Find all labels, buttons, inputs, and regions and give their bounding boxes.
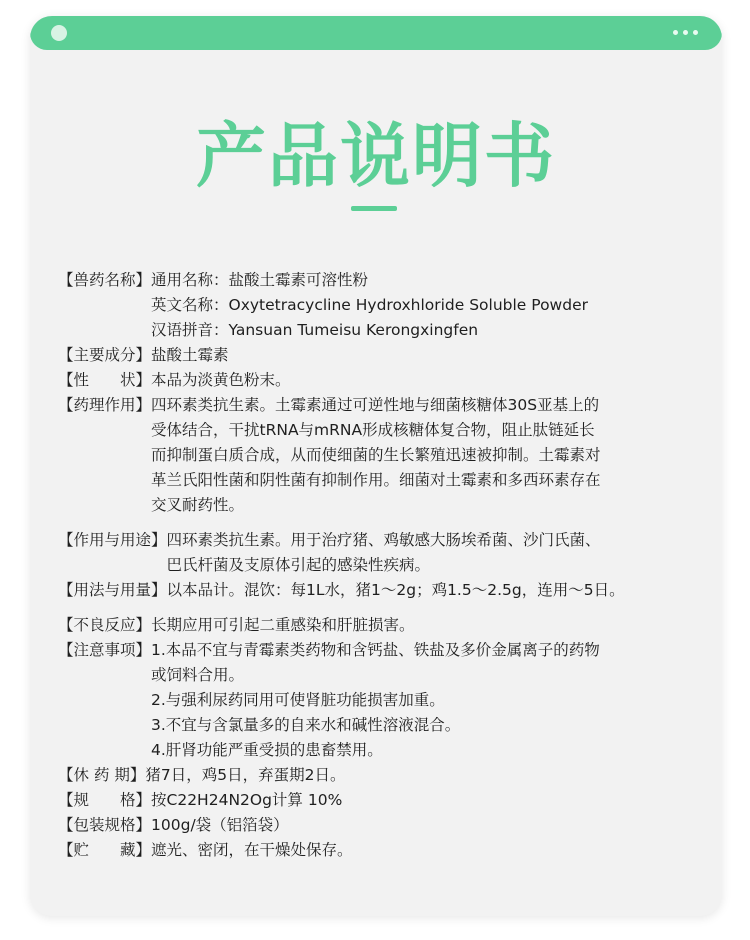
row-pharmacology	[58, 393, 718, 518]
row-main-ingredient	[58, 343, 718, 368]
row-key: 【规 格】	[58, 791, 152, 809]
row-key: 【药理作用】	[58, 396, 152, 414]
window-top-bar	[30, 16, 722, 50]
row-line: 汉语拼音：Yansuan Tumeisu Kerongxingfen	[151, 321, 479, 339]
row-line: 四环素类抗生素。土霉素通过可逆性地与细菌核糖体30S亚基上的	[151, 396, 600, 414]
row-key: 【贮 藏】	[58, 841, 152, 859]
row-indications	[58, 528, 718, 578]
row-key: 【作用与用途】	[58, 531, 167, 549]
row-line: 英文名称：Oxytetracycline Hydroxhloride Soluble Powder	[151, 296, 588, 314]
row-line: 猪7日，鸡5日，弃蛋期2日。	[145, 766, 346, 784]
more-dots-icon	[673, 30, 698, 35]
row-line: 3.不宜与含氯量多的自来水和碱性溶液混合。	[151, 716, 461, 734]
row-line: 2.与强利尿药同用可使肾脏功能损害加重。	[151, 691, 445, 709]
row-line: 1.本品不宜与青霉素类药物和含钙盐、铁盐及多价金属离子的药物	[151, 641, 600, 659]
row-line: 四环素类抗生素。用于治疗猪、鸡敏感大肠埃希菌、沙门氏菌、	[166, 531, 601, 549]
row-line: 巴氏杆菌及支原体引起的感染性疾病。	[166, 556, 431, 574]
row-line: 盐酸土霉素	[151, 346, 229, 364]
row-key: 【兽药名称】	[58, 271, 152, 289]
row-line: 通用名称：盐酸土霉素可溶性粉	[151, 271, 369, 289]
instruction-card	[30, 16, 722, 916]
page-title: 产品说明书	[196, 115, 556, 197]
row-storage	[58, 838, 718, 863]
row-line: 4.肝肾功能严重受损的患畜禁用。	[151, 741, 383, 759]
row-line: 而抑制蛋白质合成，从而使细菌的生长繁殖迅速被抑制。土霉素对	[151, 446, 601, 464]
row-specification	[58, 788, 718, 813]
row-line: 遮光、密闭，在干燥处保存。	[151, 841, 353, 859]
row-adverse-reactions	[58, 613, 718, 638]
row-key: 【用法与用量】	[58, 581, 167, 599]
row-line: 本品为淡黄色粉末。	[151, 371, 291, 389]
row-line: 以本品计。混饮：每1L水，猪1～2g；鸡1.5～2.5g，连用～5日。	[166, 581, 625, 599]
row-key: 【性 状】	[58, 371, 152, 389]
row-line: 受体结合，干扰tRNA与mRNA形成核糖体复合物，阻止肽链延长	[151, 421, 595, 439]
row-package	[58, 813, 718, 838]
row-line: 或饲料合用。	[151, 666, 245, 684]
row-line: 100g/袋（铝箔袋）	[151, 816, 289, 834]
row-withdrawal-period	[58, 763, 718, 788]
spec-list	[58, 268, 718, 863]
row-vet-drug-name	[58, 268, 718, 343]
row-appearance	[58, 368, 718, 393]
circle-icon	[51, 25, 67, 41]
row-precautions	[58, 638, 718, 763]
row-line: 长期应用可引起二重感染和肝脏损害。	[151, 616, 415, 634]
row-dosage	[58, 578, 718, 603]
row-line: 交叉耐药性。	[151, 496, 245, 514]
title-underline	[351, 206, 397, 211]
row-key: 【不良反应】	[58, 616, 152, 634]
row-key: 【主要成分】	[58, 346, 152, 364]
row-line: 按C22H24N2Og计算 10%	[151, 791, 343, 809]
row-key: 【休 药 期】	[58, 766, 146, 784]
row-key: 【包装规格】	[58, 816, 152, 834]
row-key: 【注意事项】	[58, 641, 152, 659]
row-line: 革兰氏阳性菌和阴性菌有抑制作用。细菌对土霉素和多西环素存在	[151, 471, 601, 489]
